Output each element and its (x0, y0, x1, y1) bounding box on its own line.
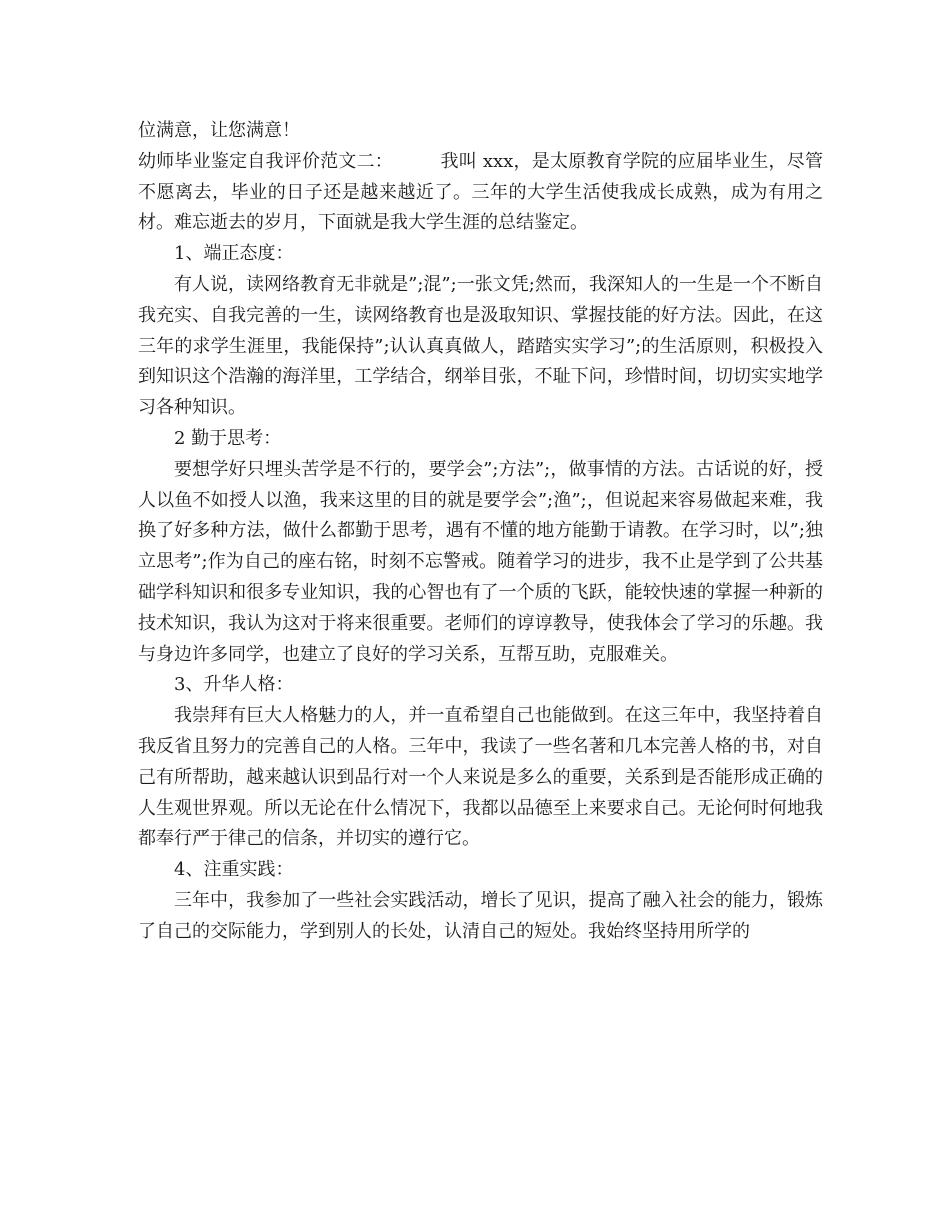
paragraph-attitude: 有人说，读网络教育无非就是”;混”;一张文凭;然而，我深知人的一生是一个不断自我充实、自我完善的一生，读网络教育也是汲取知识、掌握技能的好方法。因此，在这三年的求学生涯里，我能保持”;认认真真做人，踏踏实实学习”;的生活原则，积极投入到知识这个浩瀚的海洋里，工学结合，纲举目张，不耻下问，珍惜时间，切切实实地学习各种知识。 (138, 273, 823, 419)
paragraph-thinking: 要想学好只埋头苦学是不行的，要学会”;方法”;，做事情的方法。古话说的好，授人以鱼不如授人以渔，我来这里的目的就是要学会”;渔”;，但说起来容易做起来难，我换了好多种方法，做什么都勤于思考，遇有不懂的地方能勤于请教。在学习时，以”;独立思考”;作为自己的座右铭，时刻不忘警戒。随着学习的进步，我不止是学到了公共基础学科知识和很多专业知识，我的心智也有了一个质的飞跃，能较快速的掌握一种新的技术知识，我认为这对于将来很重要。老师们的谆谆教导，使我体会了学习的乐趣。我与身边许多同学，也建立了良好的学习关系，互帮互助，克服难关。 (138, 458, 823, 665)
section-heading-character: 3、升华人格： (174, 674, 294, 696)
document-body (138, 116, 823, 948)
section-heading-practice: 4、注重实践： (174, 859, 294, 881)
paragraph-character: 我崇拜有巨大人格魅力的人，并一直希望自己也能做到。在这三年中，我坚持着自我反省且努力的完善自己的人格。三年中，我读了一些名著和几本完善人格的书，对自己有所帮助，越来越认识到品行对一个人来说是多么的重要，关系到是否能形成正确的人生观世界观。所以无论在什么情况下，我都以品德至上来要求自己。无论何时何地我都奉行严于律己的信条，并切实的遵行它。 (138, 705, 823, 850)
paragraph-intro: 幼师毕业鉴定自我评价范文二： 我叫 xxx，是太原教育学院的应届毕业生，尽管不愿离去，毕业的日子还是越来越近了。三年的大学生活使我成长成熟，成为有用之材。难忘逝去的岁月，下面就是我大学生涯的总结鉴定。 (138, 150, 823, 234)
paragraph-practice: 三年中，我参加了一些社会实践活动，增长了见识，提高了融入社会的能力，锻炼了自己的交际能力，学到别人的长处，认清自己的短处。我始终坚持用所学的 (138, 889, 823, 942)
section-heading-thinking: 2 勤于思考： (174, 427, 282, 449)
section-heading-attitude: 1、端正态度： (174, 243, 294, 265)
paragraph-closing-line: 位满意，让您满意！ (138, 120, 300, 141)
